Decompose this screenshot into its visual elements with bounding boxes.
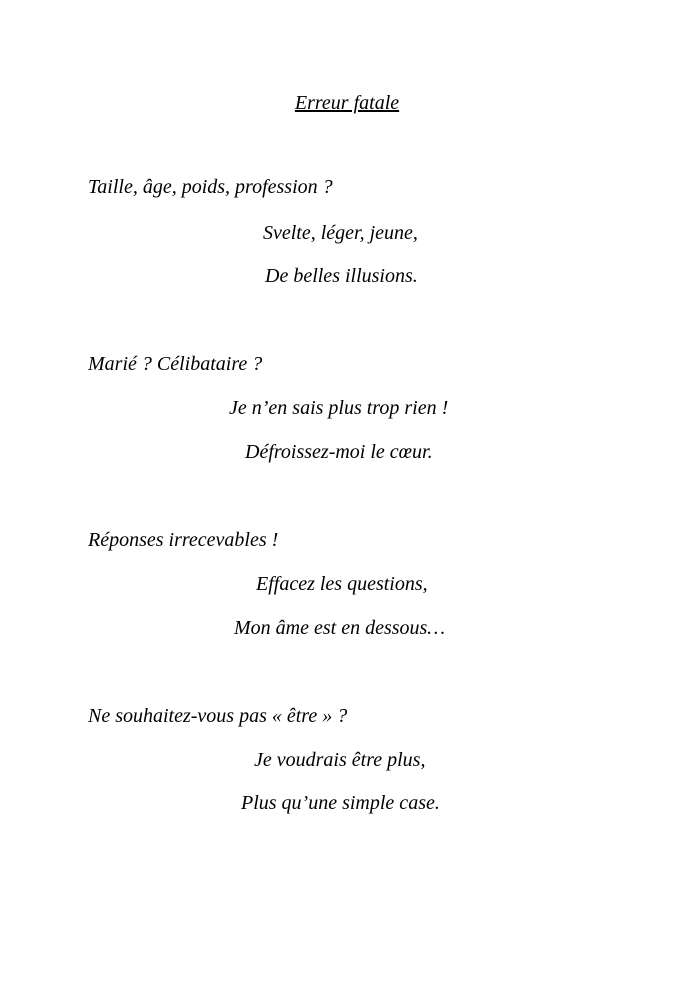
- poem-line: De belles illusions.: [265, 265, 418, 287]
- poem-line: Plus qu’une simple case.: [241, 792, 440, 814]
- poem-line: Ne souhaitez-vous pas « être » ?: [88, 705, 348, 727]
- poem-line: Taille, âge, poids, profession ?: [88, 176, 333, 198]
- poem-title: Erreur fatale: [294, 92, 400, 114]
- poem-line: Défroissez-moi le cœur.: [245, 441, 433, 463]
- poem-line: Svelte, léger, jeune,: [263, 222, 418, 244]
- poem-line: Réponses irrecevables !: [88, 529, 279, 551]
- poem-line: Mon âme est en dessous…: [234, 617, 446, 639]
- poem-line: Je n’en sais plus trop rien !: [229, 397, 449, 419]
- poem-line: Marié ? Célibataire ?: [88, 353, 263, 375]
- poem-line: Je voudrais être plus,: [254, 749, 426, 771]
- poem-line: Effacez les questions,: [256, 573, 428, 595]
